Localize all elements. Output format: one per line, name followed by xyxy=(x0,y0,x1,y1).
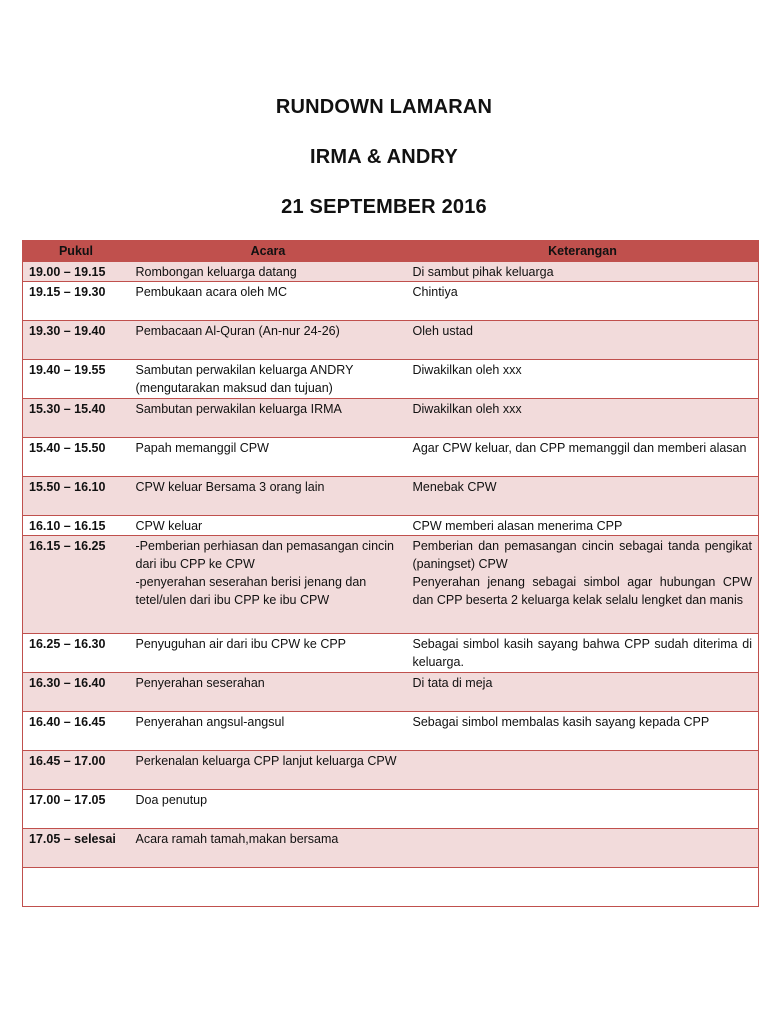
cell-acara: Penyuguhan air dari ibu CPW ke CPP xyxy=(130,634,407,673)
cell-keterangan xyxy=(407,868,759,907)
cell-time: 17.00 – 17.05 xyxy=(23,790,130,829)
cell-acara: Pembukaan acara oleh MC xyxy=(130,282,407,321)
cell-acara: Doa penutup xyxy=(130,790,407,829)
cell-keterangan: CPW memberi alasan menerima CPP xyxy=(407,516,759,536)
cell-time: 15.30 – 15.40 xyxy=(23,399,130,438)
table-row xyxy=(23,673,759,712)
cell-keterangan: Di sambut pihak keluarga xyxy=(407,262,759,282)
table-row xyxy=(23,712,759,751)
table-row xyxy=(23,751,759,790)
table-row xyxy=(23,438,759,477)
cell-time: 15.50 – 16.10 xyxy=(23,477,130,516)
cell-keterangan: Di tata di meja xyxy=(407,673,759,712)
table-row xyxy=(23,360,759,399)
cell-time: 17.05 – selesai xyxy=(23,829,130,868)
header-keterangan: Keterangan xyxy=(407,241,759,262)
header-pukul: Pukul xyxy=(23,241,130,262)
document-subtitle: IRMA & ANDRY xyxy=(310,146,458,168)
cell-keterangan: Diwakilkan oleh xxx xyxy=(407,360,759,399)
cell-time: 19.40 – 19.55 xyxy=(23,360,130,399)
cell-acara: Sambutan perwakilan keluarga IRMA xyxy=(130,399,407,438)
cell-time: 16.45 – 17.00 xyxy=(23,751,130,790)
table-row xyxy=(23,790,759,829)
cell-acara: Penyerahan seserahan xyxy=(130,673,407,712)
cell-keterangan: Menebak CPW xyxy=(407,477,759,516)
cell-time: 16.25 – 16.30 xyxy=(23,634,130,673)
cell-keterangan xyxy=(407,790,759,829)
cell-acara: Pembacaan Al-Quran (An-nur 24-26) xyxy=(130,321,407,360)
cell-keterangan: Pemberian dan pemasangan cincin sebagai tanda pengikat (paningset) CPW Penyerahan jenang sebagai simbol agar hubungan CPW dan CPP beserta 2 keluarga kelak selalu lengket dan manis xyxy=(407,536,759,634)
cell-acara: -Pemberian perhiasan dan pemasangan cincin dari ibu CPP ke CPW -penyerahan seserahan berisi jenang dan tetel/ulen dari ibu CPP ke ibu CPW xyxy=(130,536,407,634)
cell-keterangan: Sebagai simbol kasih sayang bahwa CPP sudah diterima di keluarga. xyxy=(407,634,759,673)
cell-keterangan: Chintiya xyxy=(407,282,759,321)
cell-acara: Acara ramah tamah,makan bersama xyxy=(130,829,407,868)
document-date: 21 SEPTEMBER 2016 xyxy=(281,196,487,218)
cell-keterangan xyxy=(407,829,759,868)
table-row xyxy=(23,516,759,536)
header-acara: Acara xyxy=(130,241,407,262)
table-row xyxy=(23,536,759,634)
cell-acara: Penyerahan angsul-angsul xyxy=(130,712,407,751)
cell-time: 16.15 – 16.25 xyxy=(23,536,130,634)
cell-acara: Papah memanggil CPW xyxy=(130,438,407,477)
cell-acara: CPW keluar Bersama 3 orang lain xyxy=(130,477,407,516)
cell-acara xyxy=(130,868,407,907)
table-row xyxy=(23,477,759,516)
cell-keterangan: Sebagai simbol membalas kasih sayang kepada CPP xyxy=(407,712,759,751)
table-row xyxy=(23,321,759,360)
table-header-row xyxy=(23,241,759,262)
table-row xyxy=(23,634,759,673)
cell-time: 19.15 – 19.30 xyxy=(23,282,130,321)
cell-keterangan xyxy=(407,751,759,790)
cell-time: 16.30 – 16.40 xyxy=(23,673,130,712)
table-row xyxy=(23,399,759,438)
document-title: RUNDOWN LAMARAN xyxy=(275,96,493,118)
cell-keterangan: Oleh ustad xyxy=(407,321,759,360)
table-row xyxy=(23,282,759,321)
cell-time: 19.00 – 19.15 xyxy=(23,262,130,282)
cell-time xyxy=(23,868,130,907)
cell-acara: Rombongan keluarga datang xyxy=(130,262,407,282)
cell-keterangan: Diwakilkan oleh xxx xyxy=(407,399,759,438)
table-row xyxy=(23,829,759,868)
table-row xyxy=(23,262,759,282)
cell-keterangan: Agar CPW keluar, dan CPP memanggil dan memberi alasan xyxy=(407,438,759,477)
rundown-table xyxy=(22,240,759,907)
cell-time: 16.10 – 16.15 xyxy=(23,516,130,536)
cell-acara: Perkenalan keluarga CPP lanjut keluarga CPW xyxy=(130,751,407,790)
cell-time: 16.40 – 16.45 xyxy=(23,712,130,751)
cell-time: 15.40 – 15.50 xyxy=(23,438,130,477)
cell-acara: Sambutan perwakilan keluarga ANDRY (mengutarakan maksud dan tujuan) xyxy=(130,360,407,399)
table-row-empty xyxy=(23,868,759,907)
cell-time: 19.30 – 19.40 xyxy=(23,321,130,360)
cell-acara: CPW keluar xyxy=(130,516,407,536)
